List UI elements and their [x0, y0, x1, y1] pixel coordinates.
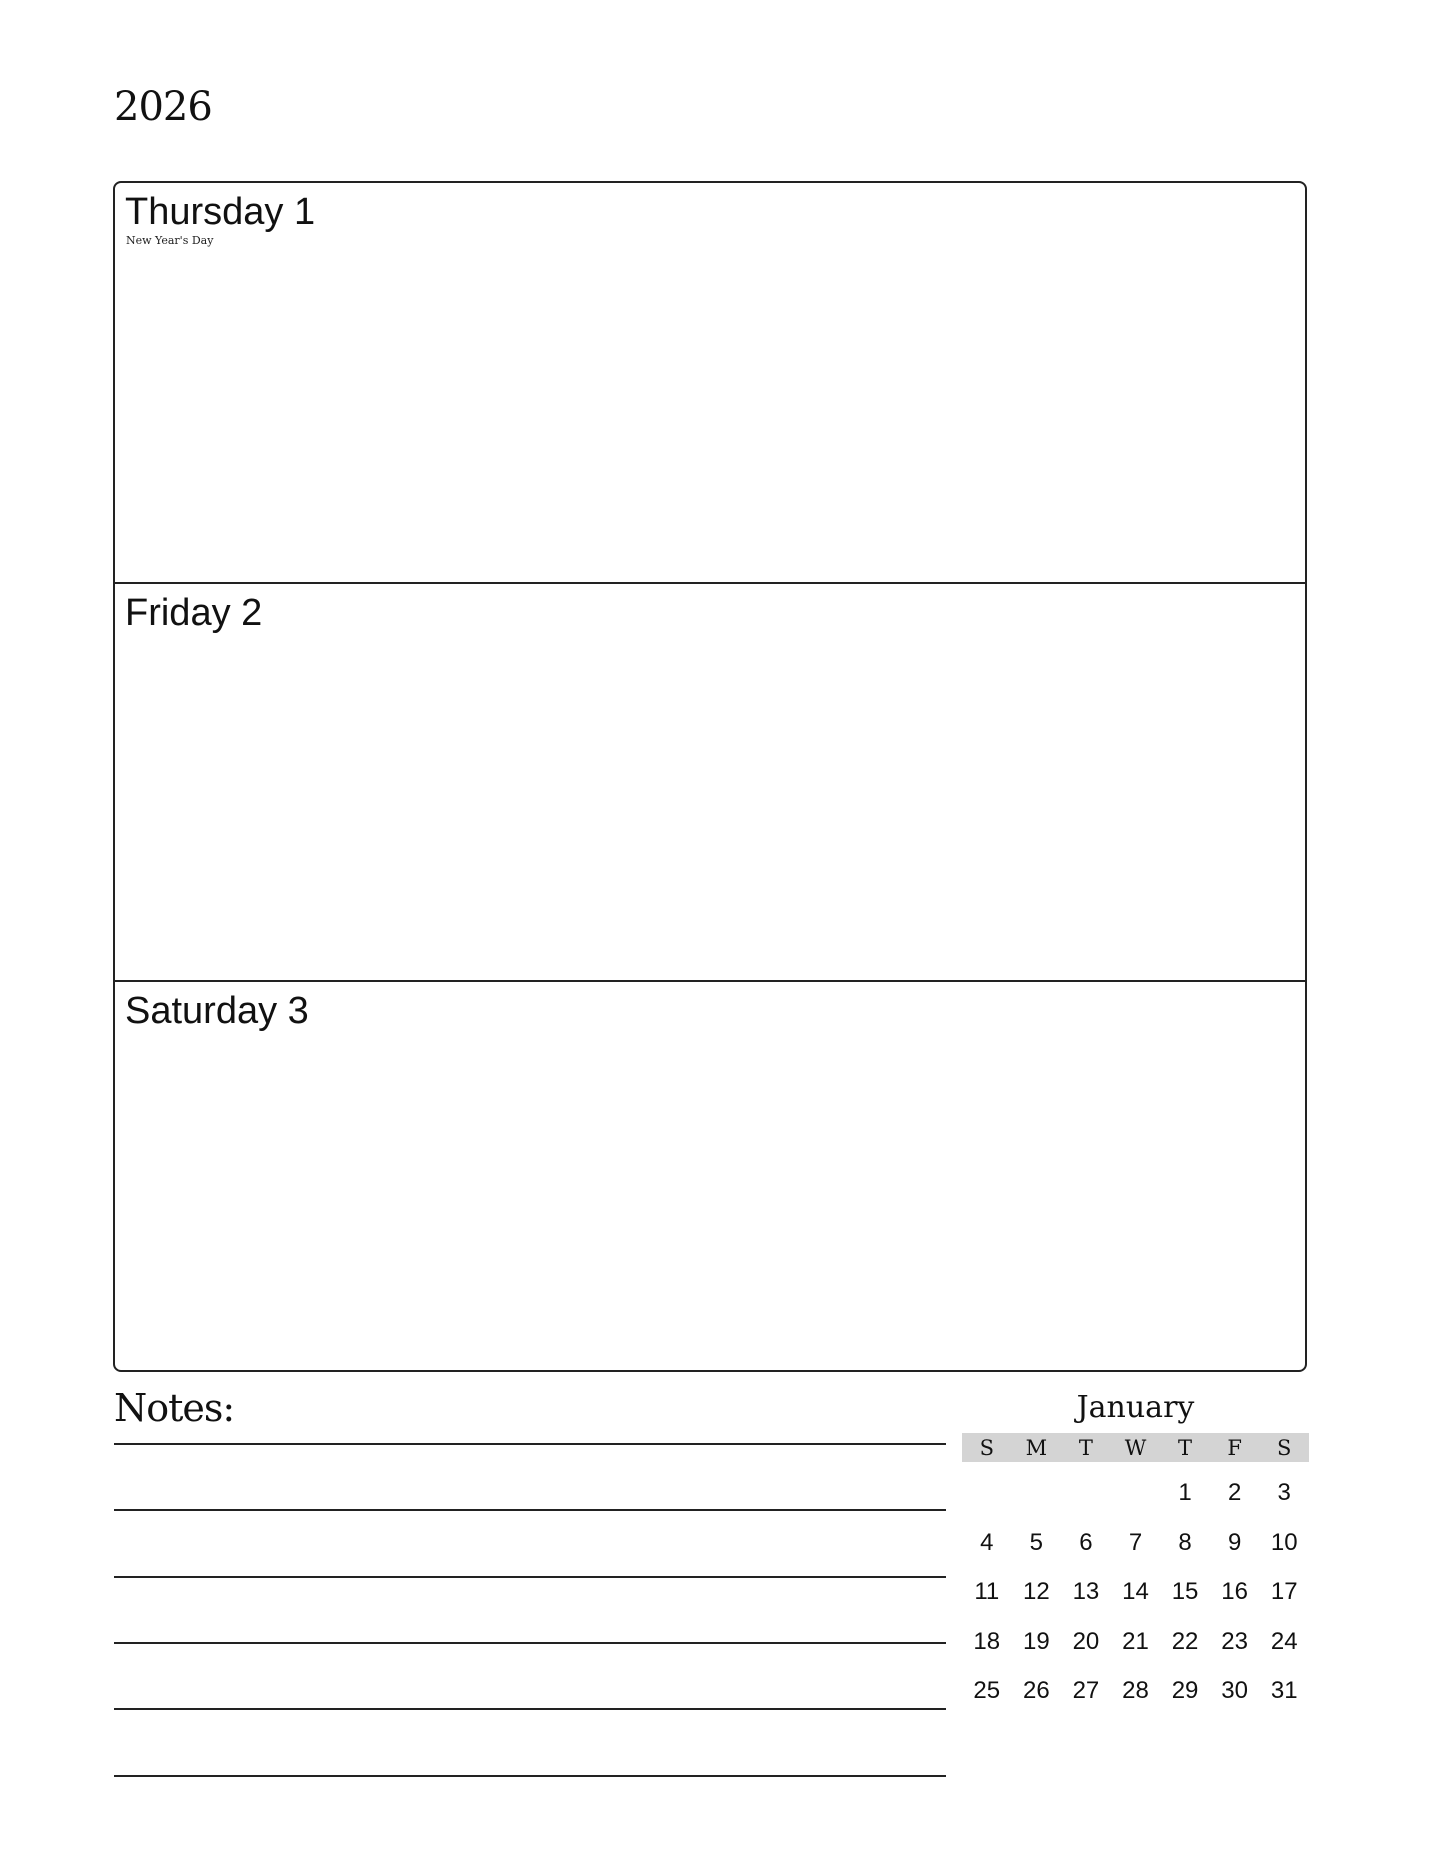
note-line[interactable] [114, 1443, 946, 1445]
holiday-label: New Year's Day [126, 234, 214, 247]
calendar-day[interactable]: 3 [1277, 1479, 1291, 1506]
notes-title: Notes: [114, 1386, 235, 1430]
calendar-day[interactable]: 25 [973, 1677, 1001, 1704]
mini-calendar-weekday-header [962, 1433, 1309, 1462]
calendar-day[interactable]: 12 [1023, 1578, 1050, 1605]
calendar-day[interactable]: 14 [1122, 1578, 1149, 1605]
calendar-day[interactable]: 23 [1221, 1627, 1248, 1655]
calendar-day[interactable]: 8 [1178, 1528, 1192, 1556]
note-line[interactable] [114, 1642, 946, 1644]
calendar-day[interactable]: 28 [1122, 1677, 1149, 1704]
calendar-day[interactable]: 17 [1270, 1578, 1298, 1605]
calendar-blank-cell [1012, 1468, 1062, 1518]
calendar-day[interactable]: 6 [1079, 1528, 1093, 1556]
calendar-day[interactable]: 7 [1128, 1528, 1143, 1556]
calendar-day[interactable]: 19 [1023, 1627, 1050, 1655]
calendar-day[interactable]: 5 [1029, 1528, 1044, 1556]
calendar-day[interactable]: 22 [1171, 1627, 1199, 1655]
mini-calendar [962, 1386, 1309, 1716]
calendar-day[interactable]: 24 [1270, 1627, 1298, 1655]
calendar-day[interactable]: 20 [1072, 1627, 1100, 1655]
calendar-day[interactable]: 13 [1072, 1578, 1100, 1605]
weekday-header-cell: F [1227, 1435, 1242, 1460]
calendar-day[interactable]: 21 [1122, 1627, 1149, 1655]
mini-calendar-month: January [1076, 1390, 1195, 1425]
day-box[interactable] [115, 582, 1305, 980]
calendar-day[interactable]: 26 [1023, 1677, 1050, 1704]
calendar-day[interactable]: 9 [1227, 1528, 1242, 1556]
calendar-day[interactable]: 30 [1221, 1677, 1248, 1704]
calendar-day[interactable]: 2 [1227, 1479, 1242, 1506]
day-label: Friday 2 [125, 592, 263, 634]
note-line[interactable] [114, 1576, 946, 1578]
calendar-day[interactable]: 27 [1072, 1677, 1100, 1704]
calendar-day[interactable]: 15 [1171, 1578, 1199, 1605]
mini-calendar-grid [962, 1468, 1309, 1716]
calendar-day[interactable]: 10 [1270, 1528, 1298, 1556]
calendar-day[interactable]: 16 [1221, 1578, 1248, 1605]
calendar-blank-cell [1111, 1468, 1161, 1518]
calendar-blank-cell [962, 1468, 1012, 1518]
calendar-day[interactable]: 29 [1171, 1677, 1199, 1704]
calendar-blank-cell [1061, 1468, 1111, 1518]
weekday-header-cell: T [1078, 1435, 1093, 1460]
calendar-day[interactable]: 31 [1270, 1677, 1298, 1704]
weekday-header-cell: T [1178, 1435, 1193, 1460]
weekday-header-cell: W [1124, 1435, 1147, 1460]
weekday-header-cell: S [979, 1435, 994, 1460]
day-planner [113, 181, 1307, 1372]
day-box[interactable] [115, 980, 1305, 1370]
note-line[interactable] [114, 1775, 946, 1777]
calendar-day[interactable]: 11 [974, 1578, 1000, 1605]
note-line[interactable] [114, 1509, 946, 1511]
page-year: 2026 [114, 84, 212, 130]
weekday-header-cell: S [1277, 1435, 1292, 1460]
calendar-day[interactable]: 18 [973, 1627, 1001, 1655]
calendar-day[interactable]: 4 [980, 1528, 994, 1556]
calendar-day[interactable]: 1 [1178, 1479, 1192, 1506]
note-line[interactable] [114, 1708, 946, 1710]
day-label: Saturday 3 [125, 990, 309, 1032]
day-box[interactable] [115, 183, 1305, 582]
weekday-header-cell: M [1025, 1435, 1048, 1460]
day-label: Thursday 1 [125, 191, 316, 233]
